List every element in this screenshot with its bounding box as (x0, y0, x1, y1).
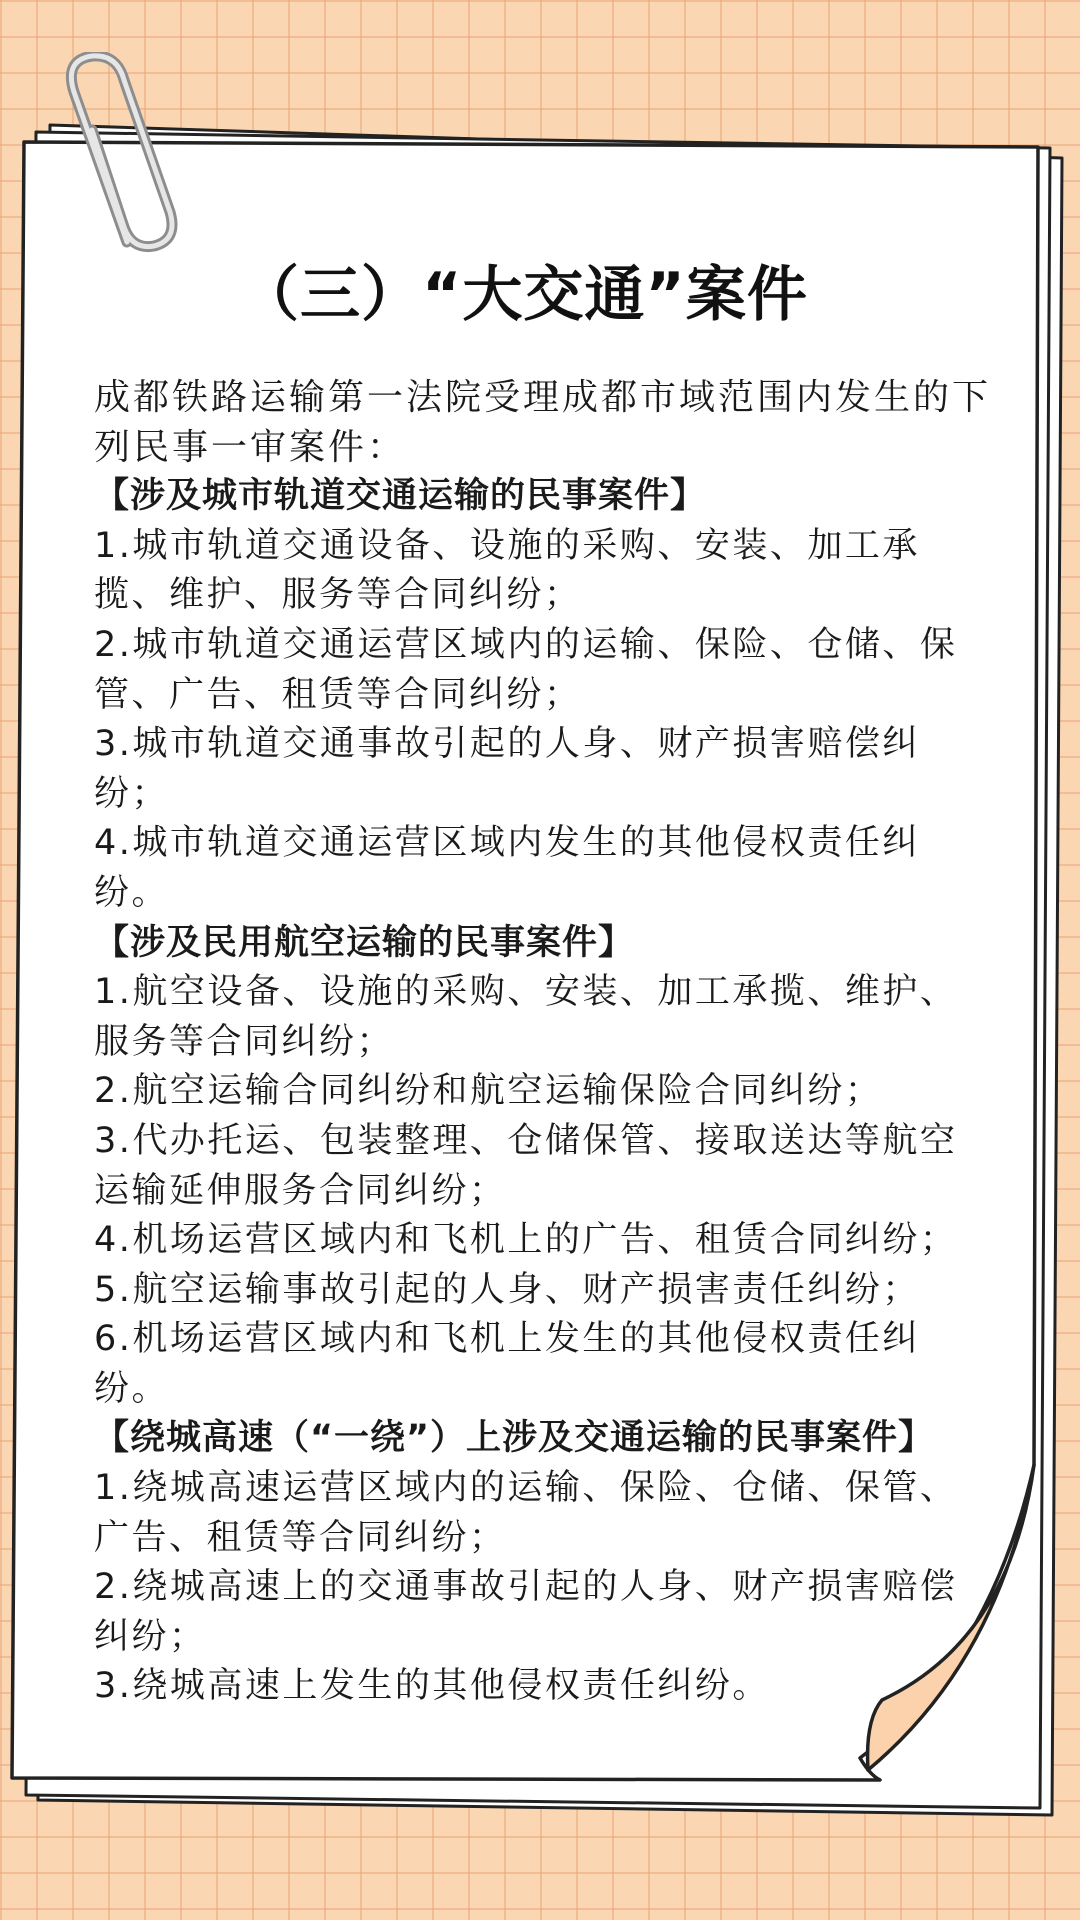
list-item: 5.航空运输事故引起的人身、财产损害责任纠纷； (94, 1269, 920, 1310)
document-content (94, 255, 994, 1712)
list-item: 1.绕城高速运营区域内的运输、保险、仓储、保管、广告、租赁等合同纠纷； (94, 1468, 958, 1558)
list-item: 4.城市轨道交通运营区域内发生的其他侵权责任纠纷。 (94, 823, 920, 913)
section-item-list (94, 1464, 994, 1712)
list-item: 1.航空设备、设施的采购、安装、加工承揽、维护、服务等合同纠纷； (94, 972, 958, 1062)
list-item: 3.城市轨道交通事故引起的人身、财产损害赔偿纠纷； (94, 724, 920, 814)
paperclip-icon (62, 52, 212, 262)
section-heading: 【绕城高速（“一绕”）上涉及交通运输的民事案件】 (94, 1418, 935, 1459)
intro-paragraph: 成都铁路运输第一法院受理成都市域范围内发生的下列民事一审案件： (94, 377, 992, 468)
section-item-list (94, 968, 994, 1414)
list-item: 2.绕城高速上的交通事故引起的人身、财产损害赔偿纠纷； (94, 1567, 958, 1657)
section-civil-aviation (94, 919, 994, 1415)
section-ring-expressway (94, 1414, 994, 1712)
section-urban-rail (94, 472, 994, 918)
list-item: 1.城市轨道交通设备、设施的采购、安装、加工承揽、维护、服务等合同纠纷； (94, 525, 920, 616)
list-item: 4.机场运营区域内和飞机上的广告、租赁合同纠纷； (94, 1220, 958, 1261)
list-item: 2.航空运输合同纠纷和航空运输保险合同纠纷； (94, 1071, 883, 1112)
section-heading: 【涉及城市轨道交通运输的民事案件】 (94, 476, 707, 517)
section-heading: 【涉及民用航空运输的民事案件】 (94, 922, 635, 963)
list-item: 6.机场运营区域内和飞机上发生的其他侵权责任纠纷。 (94, 1319, 920, 1409)
page-title: （三）“大交通”案件 (239, 260, 808, 330)
list-item: 3.代办托运、包装整理、仓储保管、接取送达等航空运输延伸服务合同纠纷； (94, 1120, 958, 1211)
list-item: 2.城市轨道交通运营区域内的运输、保险、仓储、保管、广告、租赁等合同纠纷； (94, 624, 958, 715)
list-item: 3.绕城高速上发生的其他侵权责任纠纷。 (94, 1666, 770, 1707)
section-item-list (94, 522, 994, 919)
